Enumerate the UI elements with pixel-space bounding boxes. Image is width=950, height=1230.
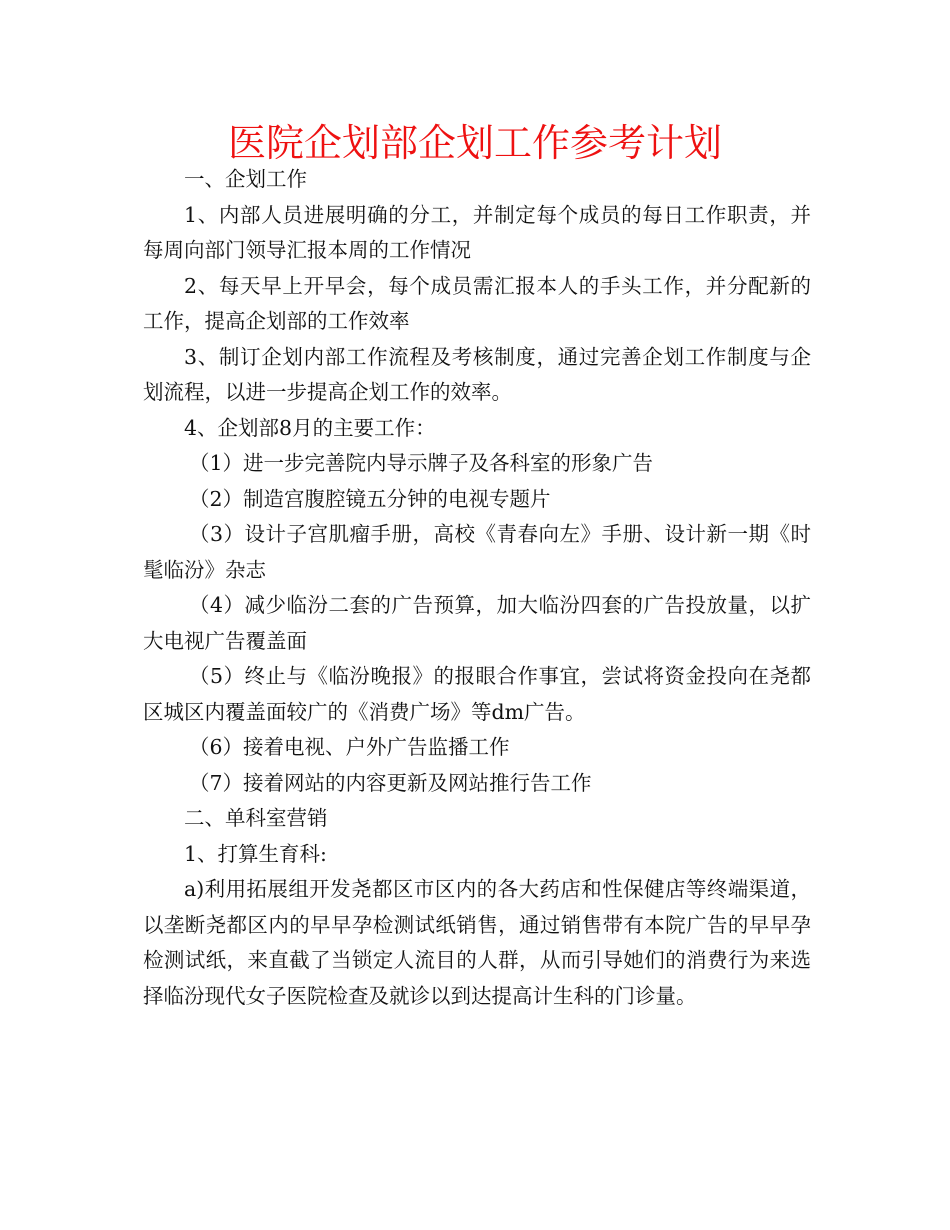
sub-item-4: （4）减少临汾二套的广告预算，加大临汾四套的广告投放量，以扩大电视广告覆盖面 bbox=[143, 593, 811, 653]
paragraph-item-2: 2、每天早上开早会，每个成员需汇报本人的手头工作，并分配新的工作，提高企划部的工作效率 bbox=[143, 273, 811, 333]
paragraph-item-1: 1、内部人员进展明确的分工，并制定每个成员的每日工作职责，并每周向部门领导汇报本周的工作情况 bbox=[143, 202, 811, 262]
sub-item-1: （1）进一步完善院内导示牌子及各科室的形象广告 bbox=[189, 451, 654, 475]
document-body bbox=[143, 162, 811, 1014]
paragraph-item-a: a)利用拓展组开发尧都区市区内的各大药店和性保健店等终端渠道，以垄断尧都区内的早早孕检测试纸销售，通过销售带有本院广告的早早孕检测试纸，来直截了当锁定人流目的人群，从而引导她们的消费行为来选择临汾现代女子医院检查及就诊以到达提高计生科的门诊量。 bbox=[143, 877, 811, 1008]
sub-item-2: （2）制造宫腹腔镜五分钟的电视专题片 bbox=[189, 486, 551, 511]
paragraph-item-4: 4、企划部8月的主要工作： bbox=[184, 415, 436, 440]
sub-item-5: （5）终止与《临汾晚报》的报眼合作事宜，尝试将资金投向在尧都区城区内覆盖面较广的《消费广场》等dm广告。 bbox=[143, 664, 811, 724]
section-heading-planning: 一、企划工作 bbox=[184, 167, 307, 191]
section-heading-marketing: 二、单科室营销 bbox=[184, 806, 328, 830]
sub-item-6: （6）接着电视、户外广告监播工作 bbox=[189, 735, 510, 759]
sub-item-3: （3）设计子宫肌瘤手册，高校《青春向左》手册、设计新一期《时髦临汾》杂志 bbox=[143, 522, 811, 582]
paragraph-family-planning: 1、打算生育科: bbox=[184, 841, 327, 866]
document-title: 医院企划部企划工作参考计划 bbox=[227, 121, 722, 165]
sub-item-7: （7）接着网站的内容更新及网站推行告工作 bbox=[189, 770, 592, 795]
paragraph-item-3: 3、制订企划内部工作流程及考核制度，通过完善企划工作制度与企划流程，以进一步提高企划工作的效率。 bbox=[143, 344, 811, 404]
